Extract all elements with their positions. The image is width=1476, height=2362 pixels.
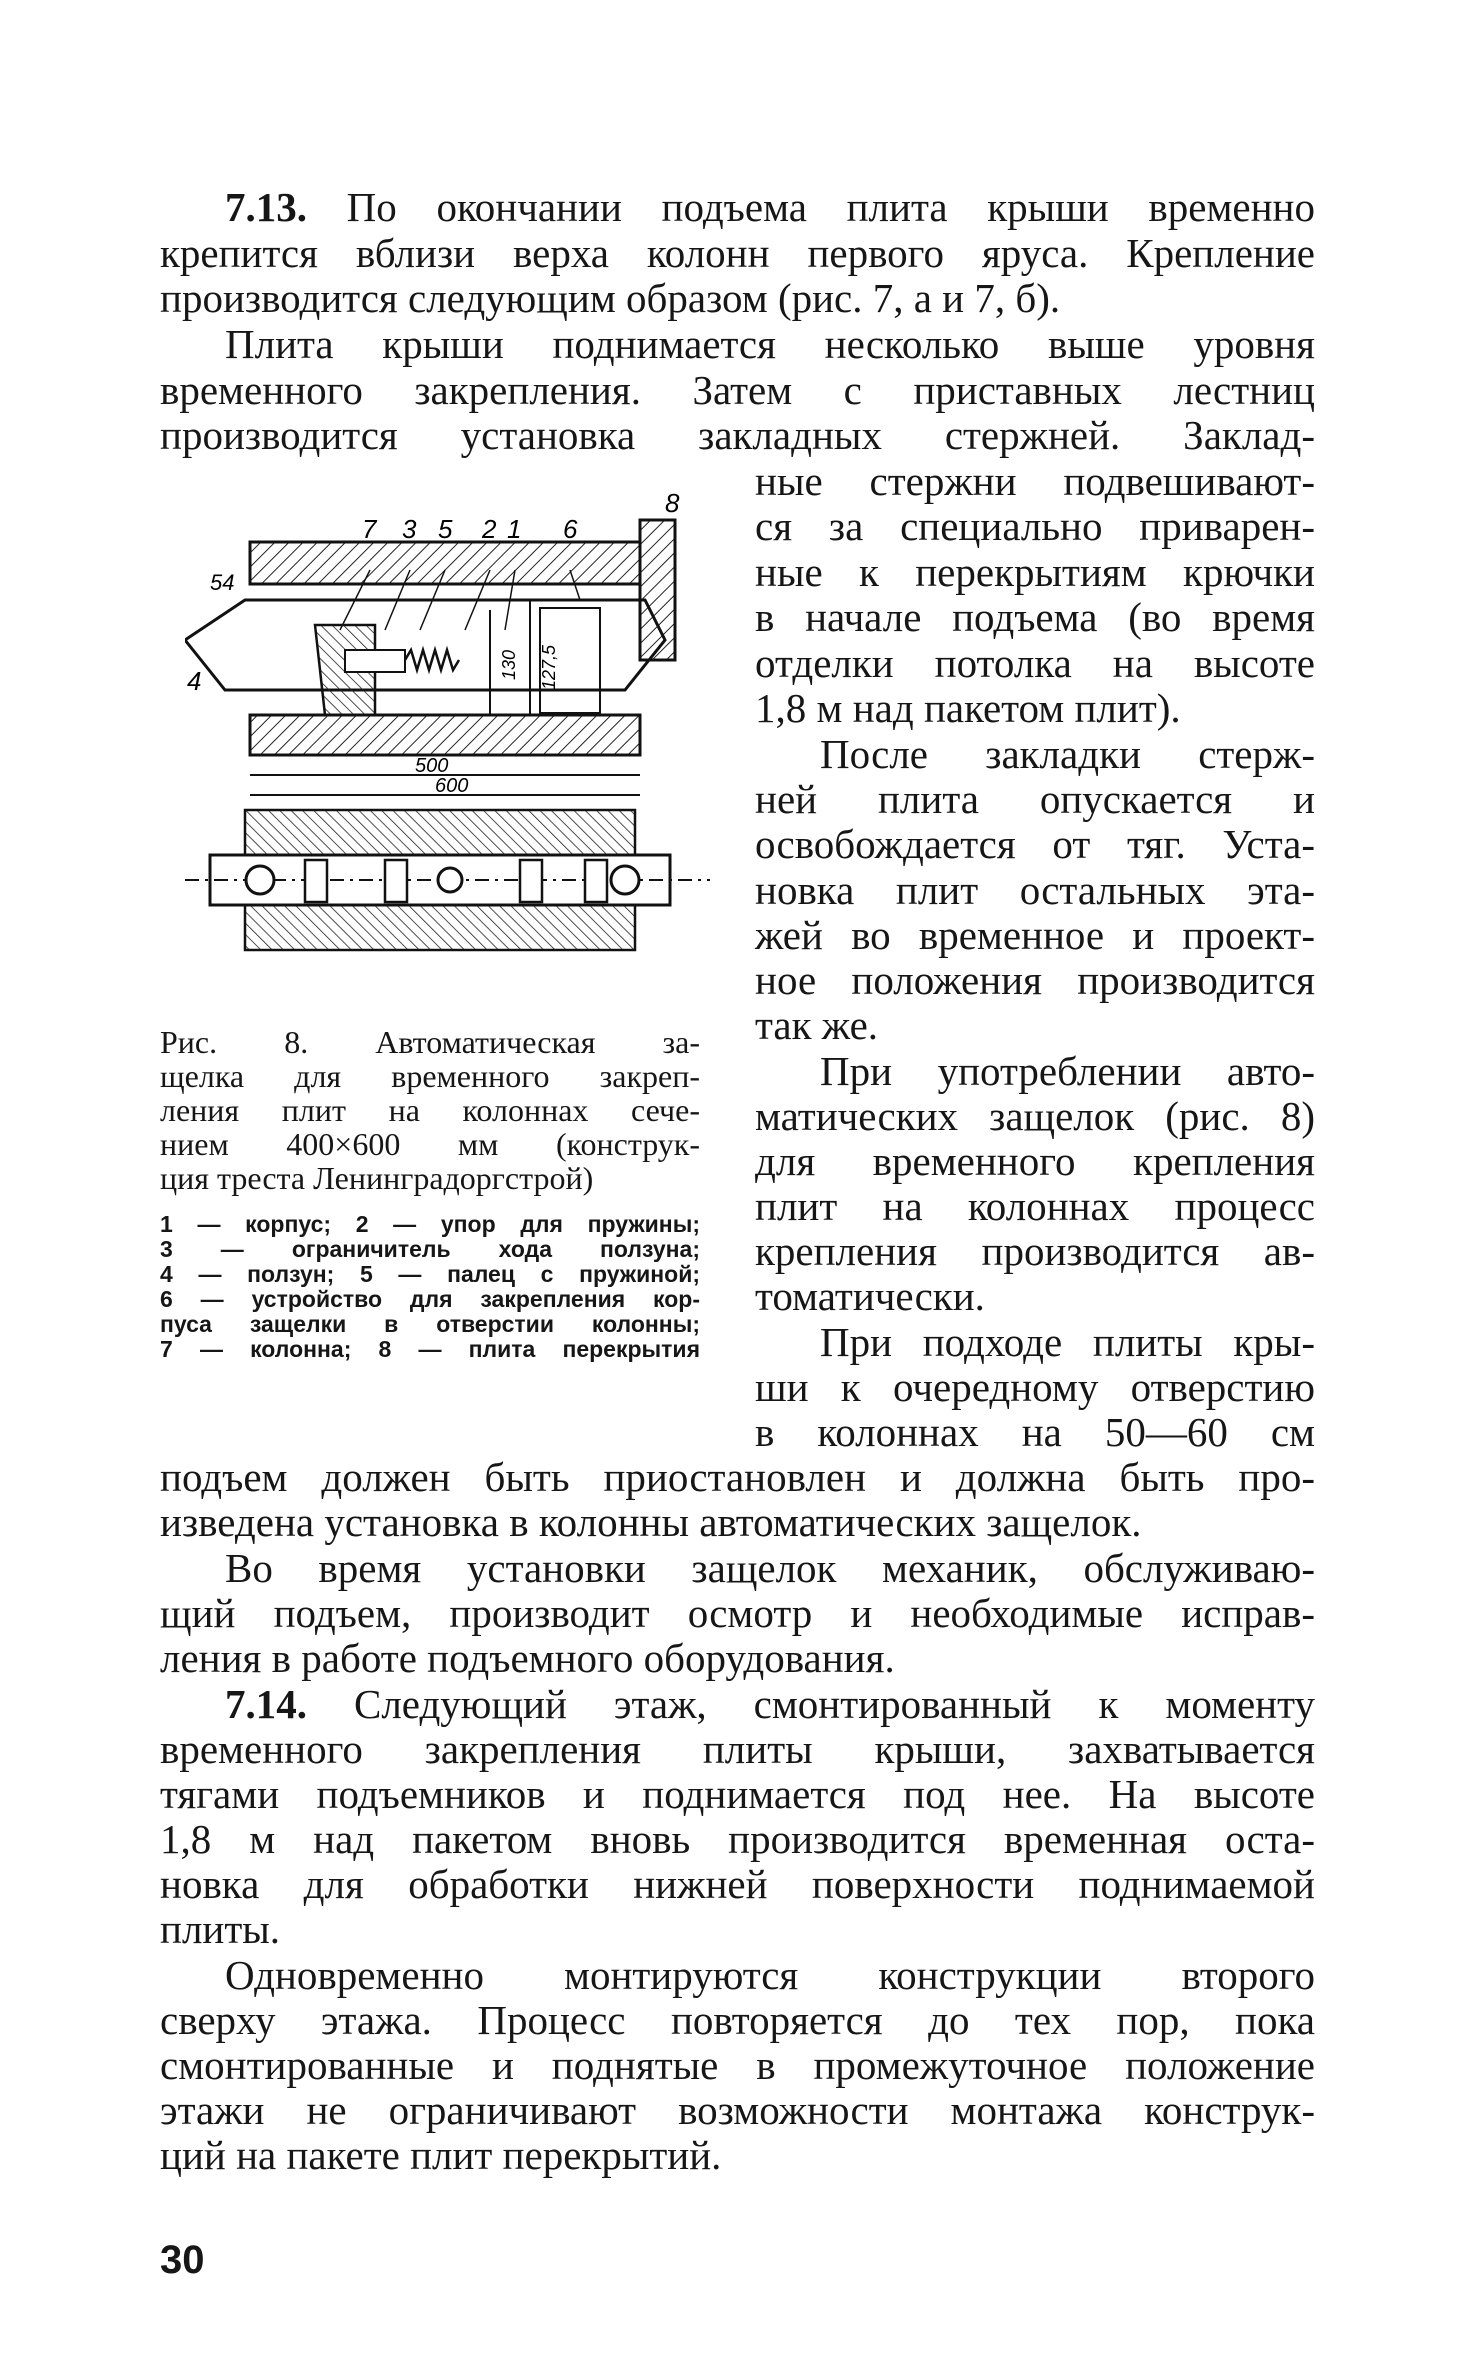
text-line: При подходе плиты кры- xyxy=(820,1319,1315,1365)
text-line: тягами подъемников и поднимается под нее. На высоте xyxy=(160,1771,1315,1817)
text-line: отделки потолка на высоте xyxy=(755,640,1315,686)
latch-body xyxy=(185,600,665,690)
text-line: ные стержни подвешивают- xyxy=(755,458,1315,504)
text-line: освобождается от тяг. Уста- xyxy=(755,821,1315,867)
text-line: изведена установка в колонны автоматических защелок. xyxy=(160,1499,1142,1545)
label-127: 127,5 xyxy=(539,644,559,690)
section-number: 7.14. xyxy=(225,1681,307,1727)
text-line: сверху этажа. Процесс повторяется до тех пор, пока xyxy=(160,1997,1315,2043)
section-number: 7.13. xyxy=(225,184,307,230)
text-line: новка плит остальных эта- xyxy=(755,867,1315,913)
label-2: 2 xyxy=(482,514,497,544)
label-5: 5 xyxy=(438,514,453,544)
legend-line: 6 — устройство для закрепления кор- xyxy=(160,1286,700,1312)
text-line: крепится вблизи верха колонн первого яруса. Крепление xyxy=(160,230,1315,276)
text-line: временного закрепления плиты крыши, захватывается xyxy=(160,1726,1315,1772)
page-number: 30 xyxy=(160,2238,205,2282)
text-line: 1,8 м над пакетом плит). xyxy=(755,685,1181,731)
text-line: новка для обработки нижней поверхности поднимаемой xyxy=(160,1861,1315,1907)
text-line: крепления производится ав- xyxy=(755,1228,1315,1274)
top-slab xyxy=(250,542,640,584)
text-line: щий подъем, производит осмотр и необходимые исправ- xyxy=(160,1590,1315,1636)
spring xyxy=(405,650,459,670)
text-span: Следующий этаж, смонтированный к моменту xyxy=(307,1681,1315,1727)
text-line: ся за специально приварен- xyxy=(755,503,1315,549)
text-line: временного закрепления. Затем с приставных лестниц xyxy=(160,367,1315,413)
text-line: для временного крепления xyxy=(755,1138,1315,1184)
text-line: ши к очередному отверстию xyxy=(755,1364,1315,1410)
caption-line: ления плит на колоннах сече- xyxy=(160,1092,700,1128)
text-line: Во время установки защелок механик, обслуживаю- xyxy=(225,1545,1315,1591)
latch-diagram xyxy=(185,490,715,1000)
label-600: 600 xyxy=(435,775,469,797)
text-line xyxy=(225,185,1315,229)
text-line: ций на пакете плит перекрытий. xyxy=(160,2132,722,2178)
text-span: По окончании подъема плита крыши временно xyxy=(307,184,1315,230)
label-6: 6 xyxy=(563,514,578,544)
legend-line: 4 — ползун; 5 — палец с пружиной; xyxy=(160,1261,700,1287)
text-line: в колоннах на 50—60 см xyxy=(755,1409,1315,1455)
legend-line: пуса защелки в отверстии колонны; xyxy=(160,1311,700,1337)
caption-line: нием 400×600 мм (конструк- xyxy=(160,1126,700,1162)
column-block xyxy=(640,520,675,660)
text-line: ное положения производится xyxy=(755,957,1315,1003)
text-line: Плита крыши поднимается несколько выше уровня xyxy=(225,321,1315,367)
label-1: 1 xyxy=(507,514,522,544)
text-line: ней плита опускается и xyxy=(755,776,1315,822)
text-line: плит на колоннах процесс xyxy=(755,1183,1315,1229)
figure-8-drawing xyxy=(185,490,715,1000)
caption-line: ция треста Ленинградоргстрой) xyxy=(160,1160,594,1196)
text-line: После закладки стерж- xyxy=(820,731,1315,777)
text-line xyxy=(225,1682,1315,1726)
text-line: производится следующим образом (рис. 7, а и 7, б). xyxy=(160,275,1061,321)
text-line: ные к перекрытиям крючки xyxy=(755,549,1315,595)
text-line: в начале подъема (во время xyxy=(755,594,1315,640)
text-line: Одновременно монтируются конструкции второго xyxy=(225,1952,1315,1998)
text-line: подъем должен быть приостановлен и должна быть про- xyxy=(160,1454,1315,1500)
text-line: жей во временное и проект- xyxy=(755,912,1315,958)
label-7: 7 xyxy=(362,514,377,544)
label-54: 54 xyxy=(210,570,235,595)
text-line: этажи не ограничивают возможности монтажа конструк- xyxy=(160,2087,1315,2133)
caption-line: щелка для временного закреп- xyxy=(160,1058,700,1094)
text-line: При употреблении авто- xyxy=(820,1048,1315,1094)
label-3: 3 xyxy=(402,514,417,544)
bottom-slab xyxy=(250,715,640,755)
text-line: плиты. xyxy=(160,1906,281,1952)
legend-line: 3 — ограничитель хода ползуна; xyxy=(160,1236,700,1262)
text-line: смонтированные и поднятые в промежуточное положение xyxy=(160,2042,1315,2088)
text-line: ления в работе подъемного оборудования. xyxy=(160,1635,895,1681)
text-line: томатически. xyxy=(755,1273,985,1319)
label-4: 4 xyxy=(187,666,202,696)
text-line: производится установка закладных стержней. Заклад- xyxy=(160,412,1315,458)
legend-line: 1 — корпус; 2 — упор для пружины; xyxy=(160,1211,700,1237)
label-500: 500 xyxy=(415,755,449,777)
text-line: 1,8 м над пакетом вновь производится временная оста- xyxy=(160,1816,1315,1862)
caption-line: Рис. 8. Автоматическая за- xyxy=(160,1024,700,1060)
label-130: 130 xyxy=(499,649,519,680)
text-line: матических защелок (рис. 8) xyxy=(755,1093,1315,1139)
label-8: 8 xyxy=(665,490,680,518)
text-line: так же. xyxy=(755,1002,879,1048)
legend-line: 7 — колонна; 8 — плита перекрытия xyxy=(160,1336,700,1362)
